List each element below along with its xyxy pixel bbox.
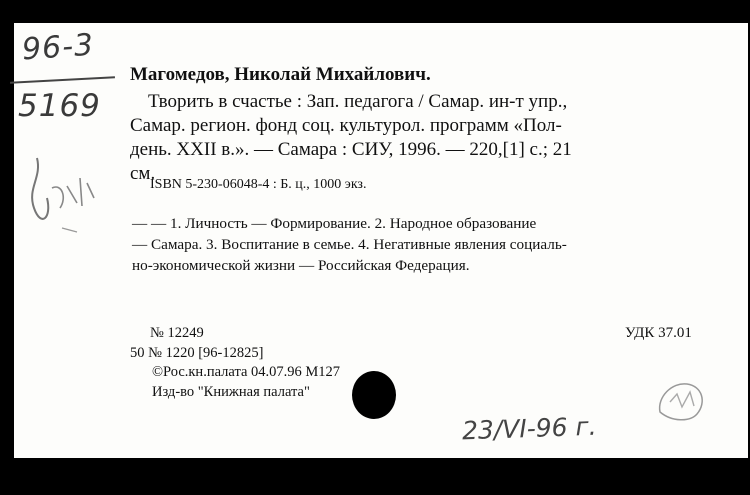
publisher-line: Изд-во "Книжная палата" <box>152 384 310 400</box>
subject-line: — Самара. 3. Воспитание в семье. 4. Негативные явления социаль- <box>132 236 567 253</box>
ink-blot <box>352 371 396 419</box>
title-line: день. XXII в.». — Самара : СИУ, 1996. — 220,[1] с.; 21 <box>130 139 572 160</box>
handwritten-date: 23/VI-96 г. <box>461 411 598 446</box>
handwritten-scribble <box>22 148 102 238</box>
stamp-mark <box>652 372 712 427</box>
author-heading: Магомедов, Николай Михайлович. <box>130 64 431 85</box>
udk-code: УДК 37.01 <box>625 325 692 341</box>
title-line: Самар. регион. фонд соц. культурол. программ «Пол- <box>130 115 562 136</box>
title-line: Творить в счастье : Зап. педагога / Самар. ин-т упр., <box>148 91 568 112</box>
subject-line: — — 1. Личность — Формирование. 2. Народное образование <box>132 215 537 232</box>
registration-number: № 12249 <box>150 325 204 341</box>
card-number: 50 № 1220 [96-12825] <box>130 345 264 361</box>
isbn-line: ISBN 5-230-06048-4 : Б. ц., 1000 экз. <box>150 177 367 192</box>
shelfmark-top: 96-3 <box>20 27 96 68</box>
shelfmark-bottom: 5169 <box>18 88 101 124</box>
title-statement <box>130 90 714 186</box>
subject-line: но-экономической жизни — Российская Федерация. <box>132 257 470 274</box>
subject-headings <box>132 213 710 276</box>
title-line: см. <box>130 163 156 184</box>
copyright-line: ©Рос.кн.палата 04.07.96 М127 <box>152 364 341 380</box>
